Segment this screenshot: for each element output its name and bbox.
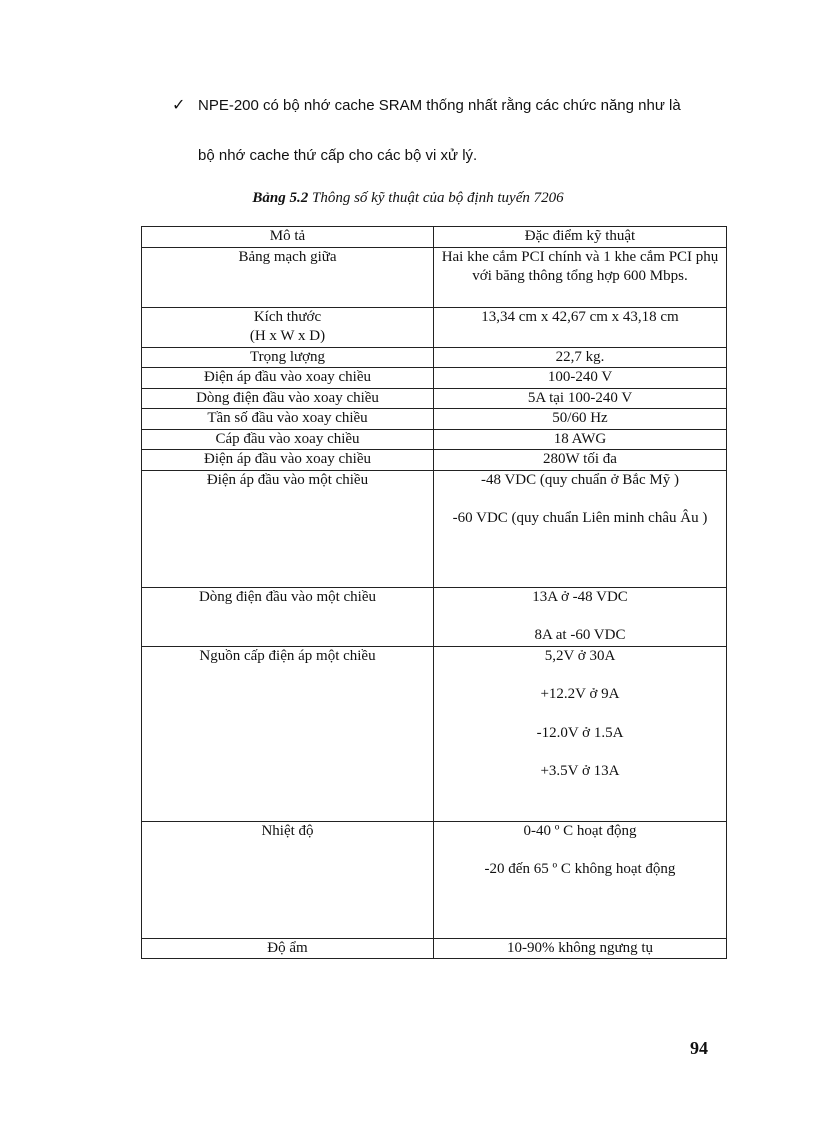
description-text: Dòng điện đầu vào một chiều — [198, 588, 377, 605]
page-number: 94 — [690, 1038, 708, 1058]
row-description-cell — [142, 821, 434, 938]
table-row — [142, 450, 727, 471]
bullet-text-line: bộ nhớ cache thứ cấp cho các bộ vi xử lý. — [198, 147, 478, 164]
checkmark-icon: ✓ — [172, 97, 186, 114]
spec-text: 18 AWG — [553, 430, 607, 447]
spec-table — [141, 226, 727, 959]
description-text: Độ ẩm — [267, 939, 308, 956]
row-spec-cell — [434, 388, 727, 409]
row-spec-cell — [434, 307, 727, 347]
bullet-line-1 — [172, 94, 732, 118]
bullet-paragraph — [172, 94, 732, 168]
header-cell-spec: Đặc điểm kỹ thuật — [434, 227, 727, 248]
spec-text: -20 đến 65 º C không hoạt động — [484, 861, 676, 877]
spec-text: -12.0V ở 1.5A — [536, 724, 624, 741]
row-spec-cell — [434, 470, 727, 587]
spec-text: 50/60 Hz — [552, 410, 608, 426]
description-text: Điện áp đầu vào xoay chiều — [203, 451, 372, 467]
row-spec-cell — [434, 368, 727, 389]
description-text: Kích thước — [253, 308, 322, 325]
row-spec-cell — [434, 821, 727, 938]
spec-text: 0-40 º C hoạt động — [523, 822, 637, 839]
bullet-text-line: NPE-200 có bộ nhớ cache SRAM thống nhất rằng các chức năng như là — [198, 97, 681, 114]
table-row — [142, 646, 727, 821]
spec-text: 5,2V ở 30A — [544, 647, 616, 664]
spec-text: -60 VDC (quy chuẩn Liên minh châu Âu ) — [452, 510, 708, 526]
row-spec-cell — [434, 247, 727, 307]
row-spec-cell — [434, 347, 727, 368]
description-text: Bảng mạch giữa — [238, 248, 337, 265]
table-row — [142, 307, 727, 347]
description-text: Dòng điện đầu vào xoay chiều — [196, 389, 379, 406]
table-row — [142, 409, 727, 430]
table-row — [142, 388, 727, 409]
row-spec-cell — [434, 587, 727, 646]
spec-text: -48 VDC (quy chuẩn ở Bắc Mỹ ) — [480, 471, 680, 488]
spec-text: 13,34 cm x 42,67 cm x 43,18 cm — [481, 308, 679, 325]
caption-text: Thông số kỹ thuật của bộ định tuyến 7206 — [308, 190, 564, 206]
bullet-line-2 — [172, 144, 732, 168]
row-description-cell — [142, 938, 434, 959]
spec-text: 22,7 kg. — [555, 348, 605, 365]
table-row — [142, 587, 727, 646]
table-row — [142, 368, 727, 389]
row-spec-cell — [434, 429, 727, 450]
row-description-cell — [142, 247, 434, 307]
spec-text: +12.2V ở 9A — [540, 686, 620, 702]
description-text: Tần số đầu vào xoay chiều — [207, 410, 368, 426]
table-row — [142, 247, 727, 307]
row-spec-cell — [434, 938, 727, 959]
row-description-cell — [142, 646, 434, 821]
description-text: Nguồn cấp điện áp một chiều — [199, 647, 376, 664]
description-text: Nhiệt độ — [261, 822, 314, 839]
table-row — [142, 821, 727, 938]
row-description-cell — [142, 409, 434, 430]
description-text: (H x W x D) — [249, 328, 326, 344]
table-caption — [0, 190, 816, 207]
table-header-row — [142, 227, 727, 248]
description-text: Trọng lượng — [249, 348, 326, 365]
row-spec-cell — [434, 450, 727, 471]
description-text: Cáp đầu vào xoay chiều — [215, 430, 360, 447]
spec-text: 5A tại 100-240 V — [527, 389, 633, 406]
spec-text: 280W tối đa — [543, 451, 617, 467]
row-spec-cell — [434, 646, 727, 821]
table-row — [142, 347, 727, 368]
table-row — [142, 429, 727, 450]
spec-text: 13A ở -48 VDC — [532, 588, 628, 605]
spec-text: 8A at -60 VDC — [534, 627, 626, 643]
table-row — [142, 470, 727, 587]
table-row — [142, 938, 727, 959]
description-text: Điện áp đầu vào xoay chiều — [203, 369, 372, 385]
row-description-cell — [142, 368, 434, 389]
caption-label: Bảng 5.2 — [252, 190, 309, 206]
row-spec-cell — [434, 409, 727, 430]
row-description-cell — [142, 450, 434, 471]
description-text: Điện áp đầu vào một chiều — [206, 471, 369, 488]
row-description-cell — [142, 470, 434, 587]
row-description-cell — [142, 347, 434, 368]
spec-text: +3.5V ở 13A — [540, 763, 620, 779]
spec-text: 10-90% không ngưng tụ — [506, 939, 654, 956]
spec-text: 100-240 V — [547, 369, 613, 385]
header-cell-description: Mô tả — [142, 227, 434, 248]
row-description-cell — [142, 587, 434, 646]
spec-text: Hai khe cắm PCI chính và 1 khe cắm PCI phụ với băng thông tổng hợp 600 Mbps. — [441, 248, 719, 284]
row-description-cell — [142, 429, 434, 450]
row-description-cell — [142, 388, 434, 409]
row-description-cell — [142, 307, 434, 347]
